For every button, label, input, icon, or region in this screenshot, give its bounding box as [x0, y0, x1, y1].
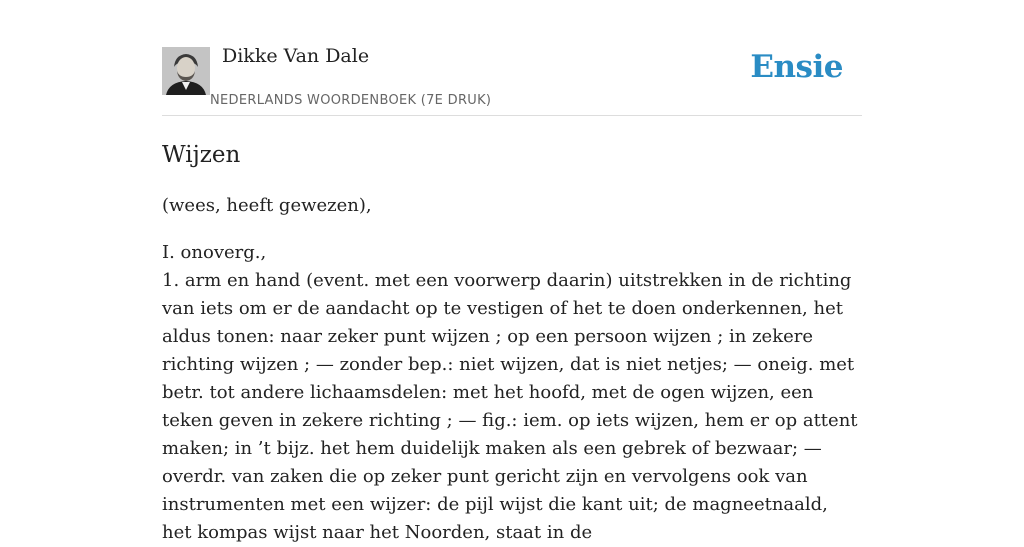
header — [162, 40, 862, 116]
sense-text: 1. arm en hand (event. met een voorwerp daarin) uitstrekken in de richting van iets om er de aandacht op te vestigen of het te doen onderkennen, het aldus tonen: naar zeker punt wijzen ; op een persoon wijzen ; in zekere richting wijzen ; — zonder bep.: niet wijzen, dat is niet netjes; — oneig. met betr. tot andere lichaamsdelen: met het hoofd, met de ogen wijzen, een teken geven in zekere richting ; — fig.: iem. op iets wijzen, hem er op attent maken; in ’t bijz. het hem duidelijk maken als een gebrek of bezwaar; — overdr. van zaken die op zeker punt gericht zijn en vervolgens ook van instrumenten met een wijzer: de pijl wijst die kant uit; de magneetnaald, het kompas wijst naar het Noorden, staat in de — [162, 270, 858, 543]
source-label: NEDERLANDS WOORDENBOEK (7E DRUK) — [210, 93, 492, 108]
author-name[interactable]: Dikke Van Dale — [222, 45, 370, 67]
entry-forms: (wees, heeft gewezen), — [162, 195, 372, 216]
sense-label: I. onoverg., — [162, 242, 267, 263]
portrait-icon — [162, 47, 210, 95]
entry-card — [162, 40, 862, 547]
entry-definition — [162, 239, 862, 547]
entry-title: Wijzen — [162, 142, 241, 168]
brand-logo[interactable]: Ensie — [750, 49, 843, 85]
author-avatar[interactable] — [162, 47, 210, 95]
